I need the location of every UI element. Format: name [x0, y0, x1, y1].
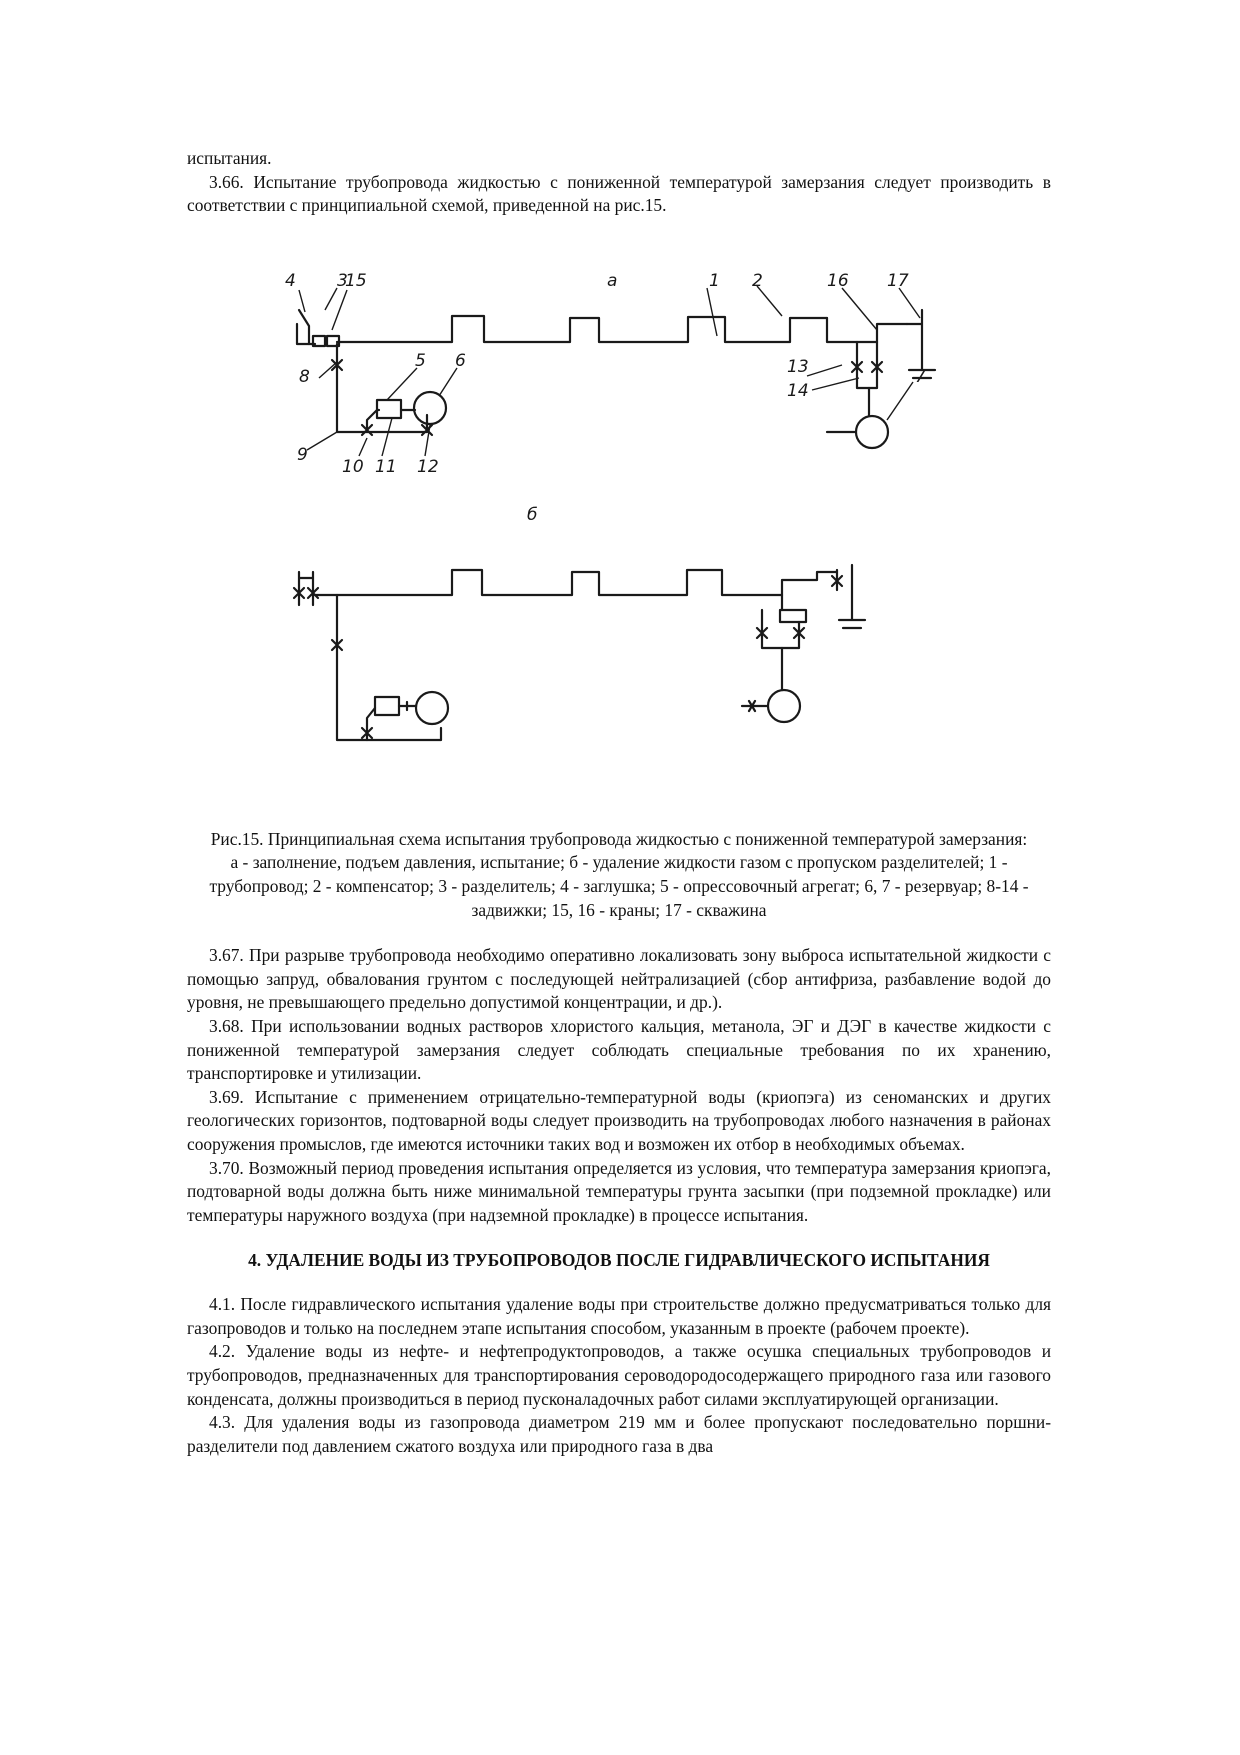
callout-10: 10 — [342, 456, 364, 477]
caption-legend: а - заполнение, подъем давления, испытание; б - удаление жидкости газом с пропуском разделителей; 1 - трубопровод; 2 - компенсатор; 3 - разделитель; 4 - заглушка; 5 - опрессовочный агрегат; 6, 7 - резервуар; 8-14 - задвижки; 15, 16 - краны; 17 - скважина — [209, 852, 1029, 920]
callout-11: 11 — [375, 456, 397, 477]
callout-17: 17 — [887, 270, 909, 291]
document-page — [187, 147, 1051, 1458]
figure-caption — [187, 828, 1051, 922]
paragraph-3-66: 3.66. Испытание трубопровода жидкостью с пониженной температурой замерзания следует производить в соответствии с принципиальной схемой, приведенной на рис.15. — [187, 171, 1051, 216]
pipeline-schematic — [187, 250, 1051, 810]
paragraph-3-68: 3.68. При использовании водных растворов хлористого кальция, метанола, ЭГ и ДЭГ в качестве жидкости с пониженной температурой замерзания следует соблюдать специальные требования по их хранению, транспортировке и утилизации. — [187, 1015, 1051, 1084]
pipeline-b — [315, 570, 782, 595]
paragraph-4-3: 4.3. Для удаления воды из газопровода диаметром 219 мм и более пропускают последовательно поршни-разделители под давлением сжатого воздуха или природного газа в два — [187, 1412, 1051, 1456]
paragraph-3-67: 3.67. При разрыве трубопровода необходимо оперативно локализовать зону выброса испытательной жидкости с помощью запруд, обвалования грунтом с последующей нейтрализацией (сбор антифриза, разбавление водой до уровня, не превышающего предельно допустимой концентрации, и др.). — [187, 945, 1051, 1013]
callout-5: 5 — [415, 350, 426, 371]
section-heading: 4. УДАЛЕНИЕ ВОДЫ ИЗ ТРУБОПРОВОДОВ ПОСЛЕ ГИДРАВЛИЧЕСКОГО ИСПЫТАНИЯ — [248, 1250, 990, 1271]
callout-2: 2 — [752, 270, 763, 291]
callout-3: 3 — [337, 270, 348, 291]
callout-13: 13 — [787, 356, 809, 377]
callout-8: 8 — [299, 366, 310, 387]
callout-12: 12 — [417, 456, 439, 477]
callout-6: 6 — [455, 350, 466, 371]
callout-9: 9 — [297, 444, 308, 465]
paragraph-3-70: 3.70. Возможный период проведения испытания определяется из условия, что температура замерзания криопэга, подтоварной воды должна быть ниже минимальной температуры грунта засыпки (при подземной прокладке) или температуры наружного воздуха (при надземной прокладке) в процессе испытания. — [187, 1157, 1051, 1225]
callout-15: 15 — [345, 270, 367, 291]
callout-14: 14 — [787, 380, 809, 401]
callout-7: 7 — [915, 366, 926, 387]
panel-a-diagram — [297, 286, 935, 456]
text-line: испытания. — [187, 148, 272, 168]
panel-b-diagram — [294, 565, 865, 740]
paragraph-3-69: 3.69. Испытание с применением отрицательно-температурной воды (криопэга) из сеноманских и других геологических горизонтов, подтоварной воды следует производить на трубопроводах любого назначения в районах сооружения промыслов, где имеются источники таких вод и возможен их отбор в необходимых объемах. — [187, 1086, 1051, 1154]
pipeline-a — [337, 316, 827, 342]
caption-title: Рис.15. Принципиальная схема испытания трубопровода жидкостью с пониженной температурой замерзания: — [210, 828, 1028, 849]
callout-1: 1 — [709, 270, 720, 291]
callout-16: 16 — [827, 270, 849, 291]
paragraph-4-2: 4.2. Удаление воды из нефте- и нефтепродуктопроводов, а также осушка специальных трубопроводов и трубопроводов, предназначенных для транспортирования сероводородосодержащего природного газа или газового конденсата, должны производиться в период пусконаладочных работ силами эксплуатирующей организации. — [187, 1341, 1051, 1409]
paragraph-4-1: 4.1. После гидравлического испытания удаление воды при строительстве должно предусматриваться только для газопроводов и только на последнем этапе испытания способом, указанным в проекте (рабочем проекте). — [187, 1294, 1051, 1338]
callout-4: 4 — [285, 270, 296, 291]
panel-a-label: а — [607, 270, 618, 291]
figure-15 — [187, 250, 1051, 810]
panel-b-label: б — [527, 504, 538, 525]
